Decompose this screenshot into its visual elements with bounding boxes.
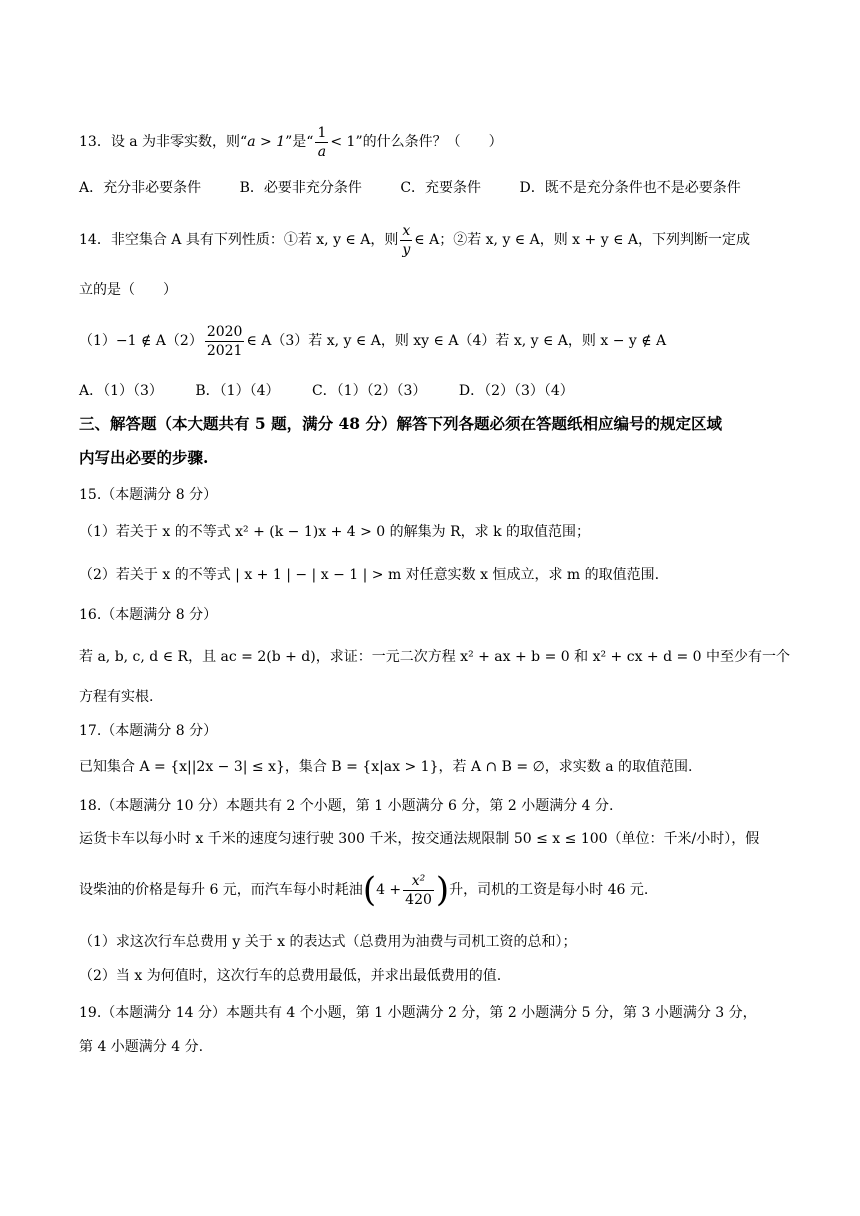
q14-options (79, 381, 790, 401)
q18-expr-constant: 4 + (376, 882, 402, 898)
q13-stem-start: 13．设 a 为非零实数，则“ (79, 134, 248, 150)
q18-body-formula-line (79, 866, 790, 914)
q13-option-a: A．充分非必要条件 (79, 180, 202, 196)
section-3-heading: 三、解答题（本大题共有 5 题，满分 48 分）解答下列各题必须在答题纸相应编号的规定区域 (79, 414, 722, 433)
q14-frac-den: y (402, 241, 411, 258)
q14-option-a: A．（1）（3） (79, 383, 163, 399)
q13-stem-mid: ”是“ (285, 134, 314, 150)
q16-body: 若 a, b, c, d ∈ R，且 ac = 2(b + d)，求证：一元二次方程 x² + ax + b = 0 和 x² + cx + d = 0 中至少有一个 (79, 649, 791, 665)
q14-option-c: C．（1）（2）（3） (311, 383, 427, 399)
q14-stem-continued: 立的是（ ） (79, 282, 177, 298)
q16-body-continued: 方程有实根. (79, 689, 154, 705)
q13-condition-1: a > 1 (247, 134, 286, 150)
q14-option-d: D．（2）（3）（4） (458, 383, 574, 399)
q16-header: 16.（本题满分 8 分） (79, 607, 218, 623)
q13-fraction (315, 126, 328, 159)
q13-options (79, 178, 790, 198)
q14-props-frac-num: 2020 (206, 323, 243, 340)
section-3-heading-continued: 内写出必要的步骤. (79, 448, 209, 467)
q18-frac-den: 420 (405, 891, 432, 908)
q15-part-2: （2）若关于 x 的不等式 | x + 1 | − | x − 1 | > m 对任意实数 x 恒成立，求 m 的取值范围. (79, 567, 660, 583)
q13-stem (79, 122, 790, 162)
q14-props-start: （1）−1 ∉ A（2） (79, 333, 203, 349)
q19-header: 19.（本题满分 14 分）本题共有 4 个小题，第 1 小题满分 2 分，第 2 小题满分 5 分，第 3 小题满分 3 分， (79, 1005, 757, 1021)
q18-body-end: 升，司机的工资是每小时 46 元. (449, 882, 649, 898)
q19-header-continued: 第 4 小题满分 4 分. (79, 1039, 204, 1055)
q13-condition-2: < 1 (330, 134, 356, 150)
q13-option-b: B．必要非充分条件 (239, 180, 362, 196)
q13-option-c: C．充要条件 (400, 180, 482, 196)
q18-body: 运货卡车以每小时 x 千米的速度匀速行驶 300 千米，按交通法规限制 50 ≤ x ≤ 100（单位：千米/小时），假 (79, 831, 760, 847)
q14-stem-start: 14．非空集合 A 具有下列性质：①若 x, y ∈ A，则 (79, 232, 399, 248)
q18-header: 18.（本题满分 10 分）本题共有 2 个小题，第 1 小题满分 6 分，第 2 小题满分 4 分. (79, 798, 614, 814)
q14-fraction (400, 224, 412, 257)
q18-fraction (403, 874, 434, 907)
q15-part-1: （1）若关于 x 的不等式 x² + (k − 1)x + 4 > 0 的解集为 R，求 k 的取值范围； (79, 524, 591, 540)
q14-props-fraction (205, 325, 245, 358)
q14-stem (79, 220, 790, 260)
q14-frac-num: x (402, 222, 411, 239)
q17-header: 17.（本题满分 8 分） (79, 723, 218, 739)
q13-option-d: D．既不是充分条件也不是必要条件 (519, 180, 741, 196)
q17-body: 已知集合 A = {x||2x − 3| ≤ x}，集合 B = {x|ax > 1}，若 A ∩ B = ∅，求实数 a 的取值范围. (79, 759, 693, 775)
q14-stem-end: ∈ A；②若 x, y ∈ A，则 x + y ∈ A，下列判断一定成 (414, 232, 750, 248)
q18-right-paren: ) (435, 870, 450, 910)
q18-part-1: （1）求这次行车总费用 y 关于 x 的表达式（总费用为油费与司机工资的总和）； (79, 934, 577, 950)
q15-header: 15.（本题满分 8 分） (79, 487, 218, 503)
q14-props-end: ∈ A（3）若 x, y ∈ A，则 xy ∈ A（4）若 x, y ∈ A，则 x − y ∉ A (246, 333, 667, 349)
q13-frac-den: a (315, 142, 328, 159)
q18-part-2: （2）当 x 为何值时，这次行车的总费用最低，并求出最低费用的值. (79, 968, 502, 984)
q18-body-start: 设柴油的价格是每升 6 元，而汽车每小时耗油 (79, 882, 363, 898)
q13-frac-num: 1 (317, 124, 327, 141)
q14-properties (79, 321, 790, 361)
q14-props-frac-den: 2021 (206, 342, 243, 359)
q18-frac-num: x² (411, 872, 426, 889)
q13-stem-end: ”的什么条件？（ ） (355, 134, 503, 150)
q18-left-paren: ( (362, 870, 377, 910)
q14-option-b: B．（1）（4） (195, 383, 280, 399)
